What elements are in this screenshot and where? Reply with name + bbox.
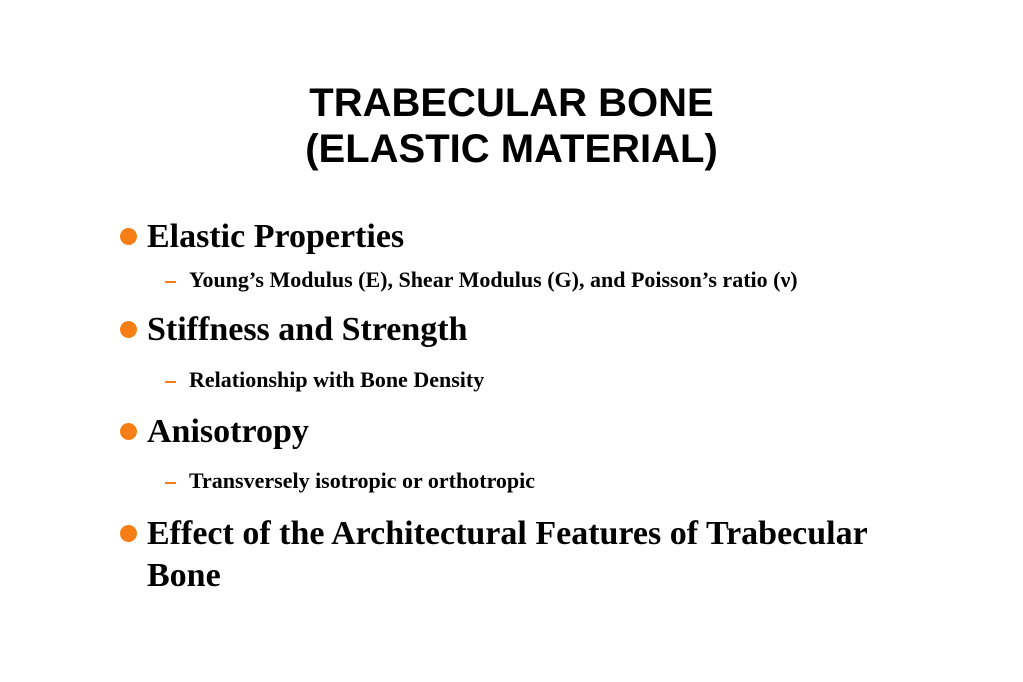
dash-icon <box>165 482 176 484</box>
dash-icon <box>165 281 176 283</box>
sub-bullet-isotropy <box>165 467 945 495</box>
orange-dot-icon <box>120 321 137 338</box>
orange-dot-icon <box>120 525 137 542</box>
sub-bullet-text: Relationship with Bone Density <box>189 367 485 392</box>
bullet-text: Stiffness and Strength <box>147 311 468 348</box>
orange-dot-icon <box>120 423 137 440</box>
bullet-elastic-properties <box>120 216 880 258</box>
sub-bullet-text: Transversely isotropic or orthotropic <box>189 468 536 493</box>
bullet-text: Effect of the Architectural Features of Trabecular Bone <box>147 515 868 594</box>
title-line-2: (ELASTIC MATERIAL) <box>305 127 718 171</box>
bullet-anisotropy <box>120 411 880 453</box>
bullet-architectural-features <box>120 513 880 597</box>
sub-bullet-bone-density <box>165 366 945 394</box>
dash-icon <box>165 381 176 383</box>
title-line-1: TRABECULAR BONE <box>309 81 714 125</box>
bullet-text: Anisotropy <box>147 413 309 450</box>
orange-dot-icon <box>120 228 137 245</box>
bullet-stiffness-strength <box>120 309 880 351</box>
bullet-text: Elastic Properties <box>147 218 405 255</box>
sub-bullet-text: Young’s Modulus (E), Shear Modulus (G), and Poisson’s ratio (ν) <box>189 267 798 292</box>
sub-bullet-moduli <box>165 266 945 294</box>
